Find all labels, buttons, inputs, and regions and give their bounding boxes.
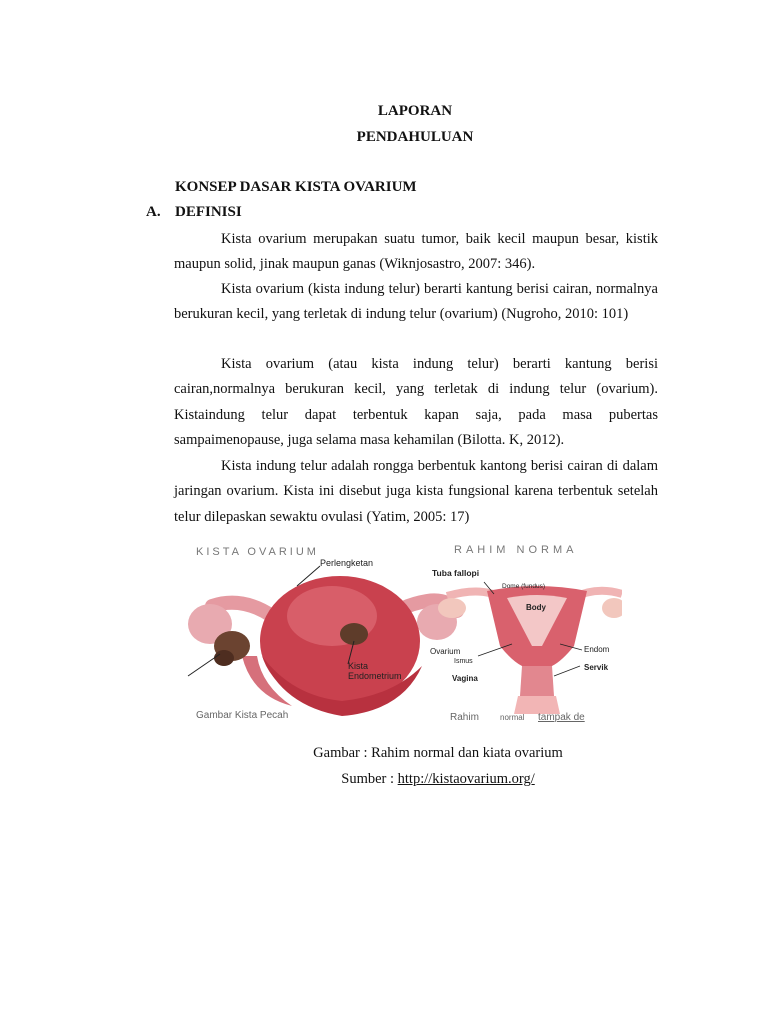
report-title-laporan: LAPORAN <box>377 103 453 119</box>
label-ismus: Ismus <box>454 658 473 665</box>
label-fundus: Dome (fundus) <box>502 583 545 590</box>
label-ovarium: Ovarium <box>430 647 461 656</box>
label-kista: Kista <box>348 661 369 671</box>
right-figure-caption-c: tampak de <box>538 712 585 723</box>
label-tuba-fallopi: Tuba fallopi <box>432 568 480 578</box>
left-figure-caption: Gambar Kista Pecah <box>196 710 289 721</box>
label-endom: Endom <box>584 645 610 654</box>
label-endometrium: Endometrium <box>348 671 402 681</box>
paragraph-1: Kista ovarium merupakan suatu tumor, baik kecil maupun besar, kistik maupun solid, jinak maupun ganas (Wiknjosastro, 2007: 346). <box>174 231 658 273</box>
paragraph-3: Kista ovarium (atau kista indung telur) berarti kantung berisi cairan,normalnya berukuran kecil, yang terletak di indung telur (ovarium). Kistaindung telur dapat terbentuk kapan saja, pada masa pubertas sampaimenopause, juga selama masa kehamilan (Bilotta. K, 2012). <box>174 356 658 449</box>
source-label: Sumber : <box>341 771 395 787</box>
section-letter: A. <box>146 204 161 220</box>
figure-caption: Gambar : Rahim normal dan kiata ovarium <box>313 745 563 761</box>
figure-source <box>0 771 768 788</box>
uterus-figure <box>182 536 622 726</box>
source-link[interactable]: http://kistaovarium.org/ <box>397 771 535 787</box>
right-figure-caption-a: Rahim <box>450 712 479 723</box>
label-servik: Servik <box>584 663 609 672</box>
concept-heading: KONSEP DASAR KISTA OVARIUM <box>175 179 417 195</box>
label-perlengketan: Perlengketan <box>320 558 374 568</box>
section-heading-definisi: DEFINISI <box>175 204 242 220</box>
label-vagina: Vagina <box>452 674 478 683</box>
report-title-pendahuluan: PENDAHULUAN <box>356 129 474 145</box>
right-figure-title: RAHIM NORMA <box>454 544 578 556</box>
uterus-illustration <box>182 536 622 726</box>
label-body: Body <box>526 603 546 612</box>
right-figure-caption-b: normal <box>500 713 525 722</box>
left-figure-title: KISTA OVARIUM <box>196 546 319 558</box>
paragraph-2: Kista ovarium (kista indung telur) berarti kantung berisi cairan, normalnya berukuran kecil, yang terletak di indung telur (ovarium) (Nugroho, 2010: 101) <box>174 281 658 323</box>
paragraph-4: Kista indung telur adalah rongga berbentuk kantong berisi cairan di dalam jaringan ovarium. Kista ini disebut juga kista fungsional karena terbentuk setelah telur dilepaskan sewaktu ovulasi (Yatim, 2005: 17) <box>174 458 658 525</box>
